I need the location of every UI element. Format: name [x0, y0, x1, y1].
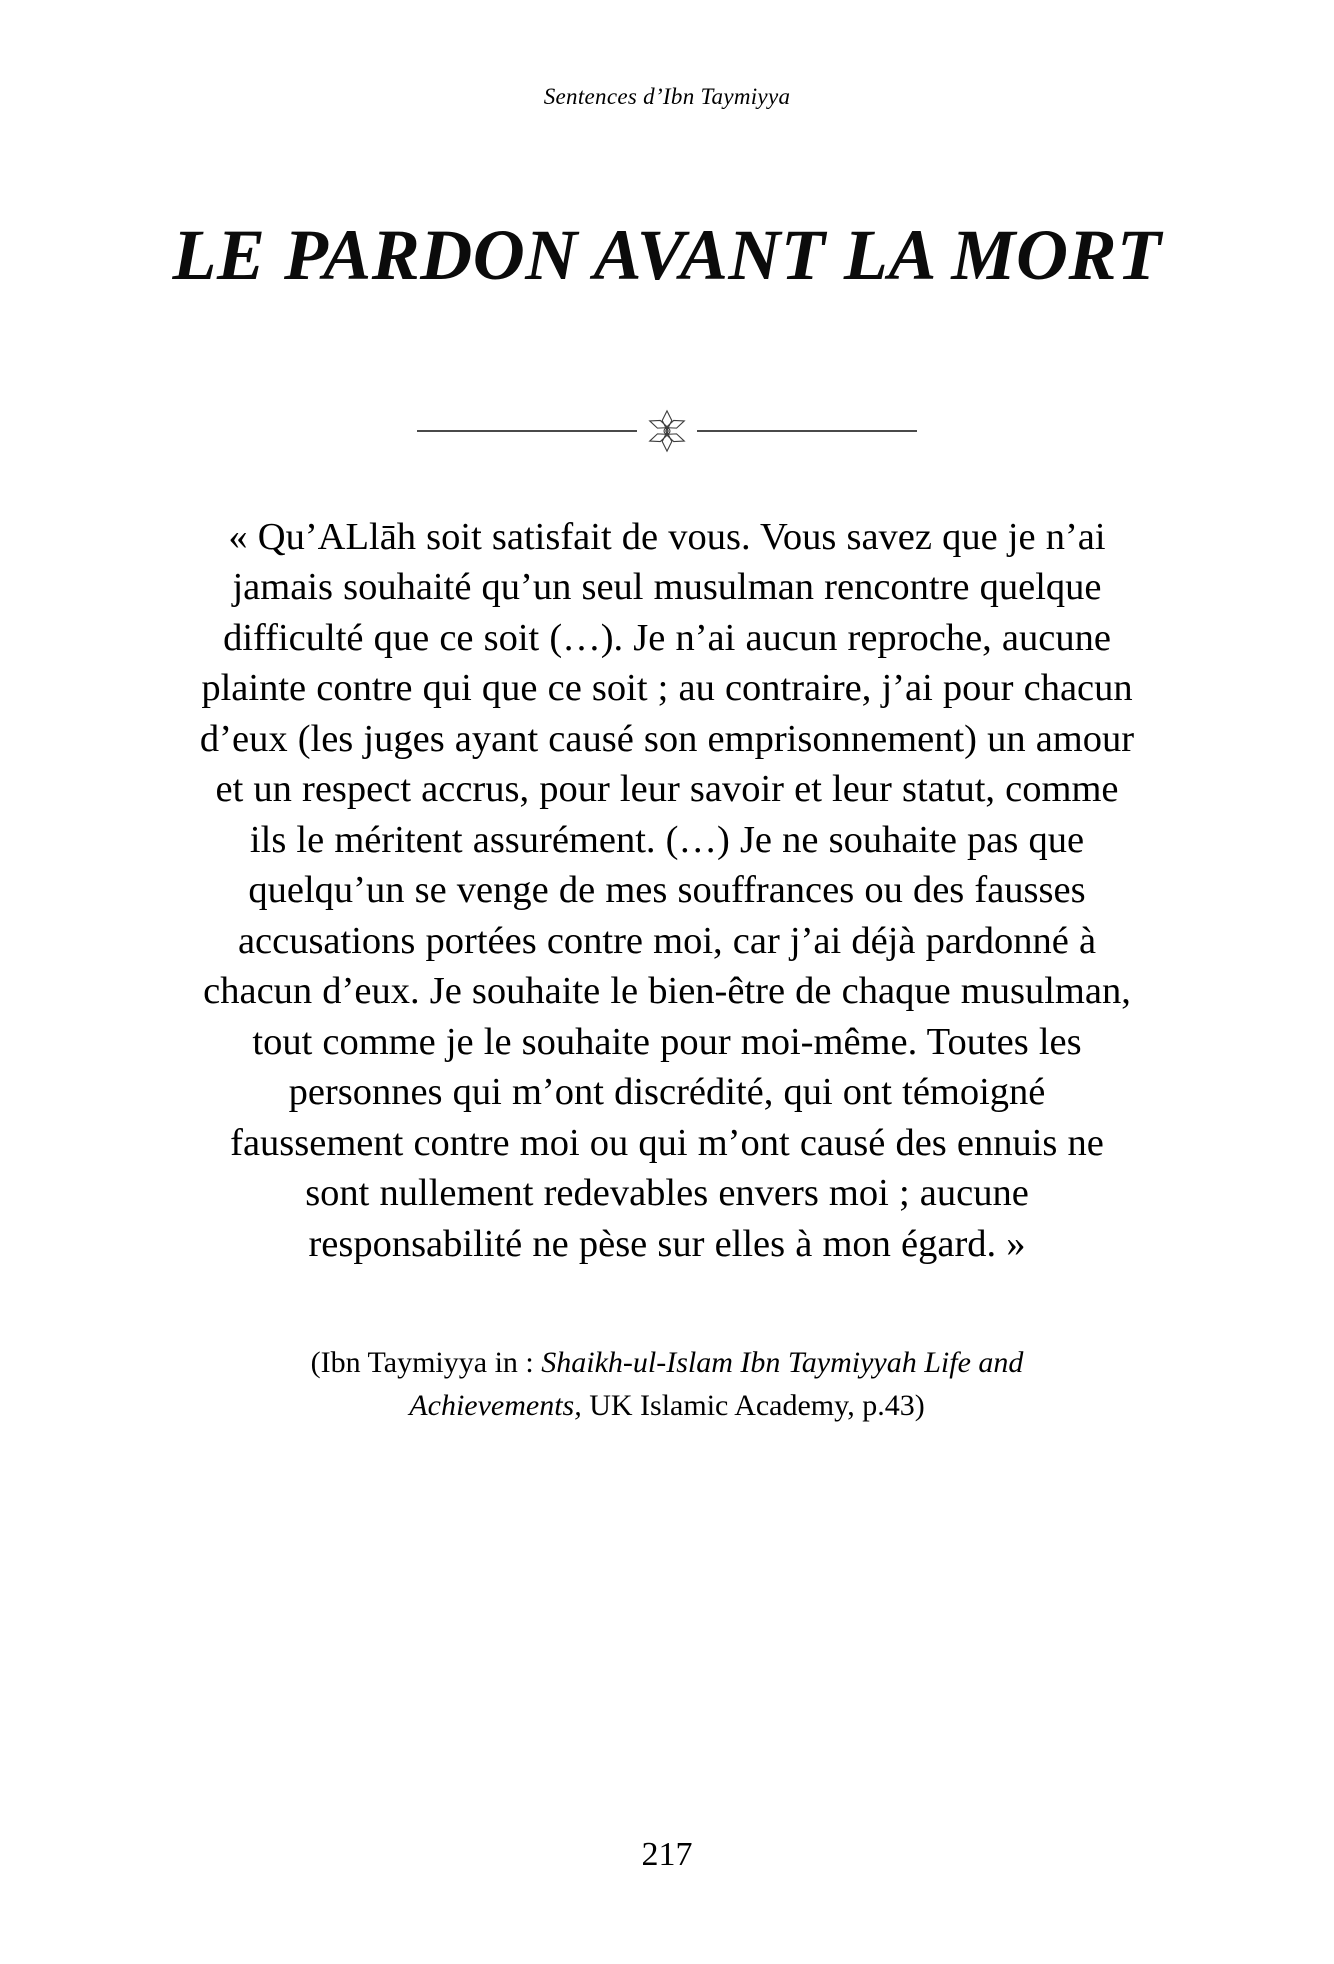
- attribution-book-title: Shaikh-ul-Islam Ibn Taymiyyah Life and Achievements,: [409, 1346, 1024, 1423]
- page-title: LE PARDON AVANT LA MORT: [172, 215, 1162, 295]
- attribution-suffix: UK Islamic Academy, p.43): [581, 1389, 925, 1423]
- page-number: 217: [641, 1836, 693, 1873]
- divider-rule-right: [697, 430, 917, 432]
- six-pointed-star-ornament-icon: [644, 408, 690, 454]
- attribution-source: [237, 1341, 1097, 1427]
- quotation-text: « Qu’ALlāh soit satisfait de vous. Vous savez que je n’ai jamais souhaité qu’un seul musulman rencontre quelque difficulté que ce soit (…). Je n’ai aucun reproche, aucune plainte contre qui que ce soit ; au contraire, j’ai pour chacun d’eux (les juges ayant causé son emprisonnement) un amour et un respect accrus, pour leur savoir et leur statut, comme ils le méritent assurément. (…) Je ne souhaite pas que quelqu’un se venge de mes souffrances ou des fausses accusations portées contre moi, car j’ai déjà pardonné à chacun d’eux. Je souhaite le bien-être de chaque musulman, tout comme je le souhaite pour moi-même. Toutes les personnes qui m’ont discrédité, qui ont témoigné faussement contre moi ou qui m’ont causé des ennuis ne sont nullement redevables envers moi ; aucune responsabilité ne pèse sur elles à mon égard. »: [199, 515, 1135, 1265]
- divider-rule-left: [417, 430, 637, 432]
- ornament-divider: [417, 408, 917, 454]
- running-header: Sentences d’Ibn Taymiyya: [543, 84, 791, 109]
- attribution-prefix: (Ibn Taymiyya in :: [310, 1346, 542, 1380]
